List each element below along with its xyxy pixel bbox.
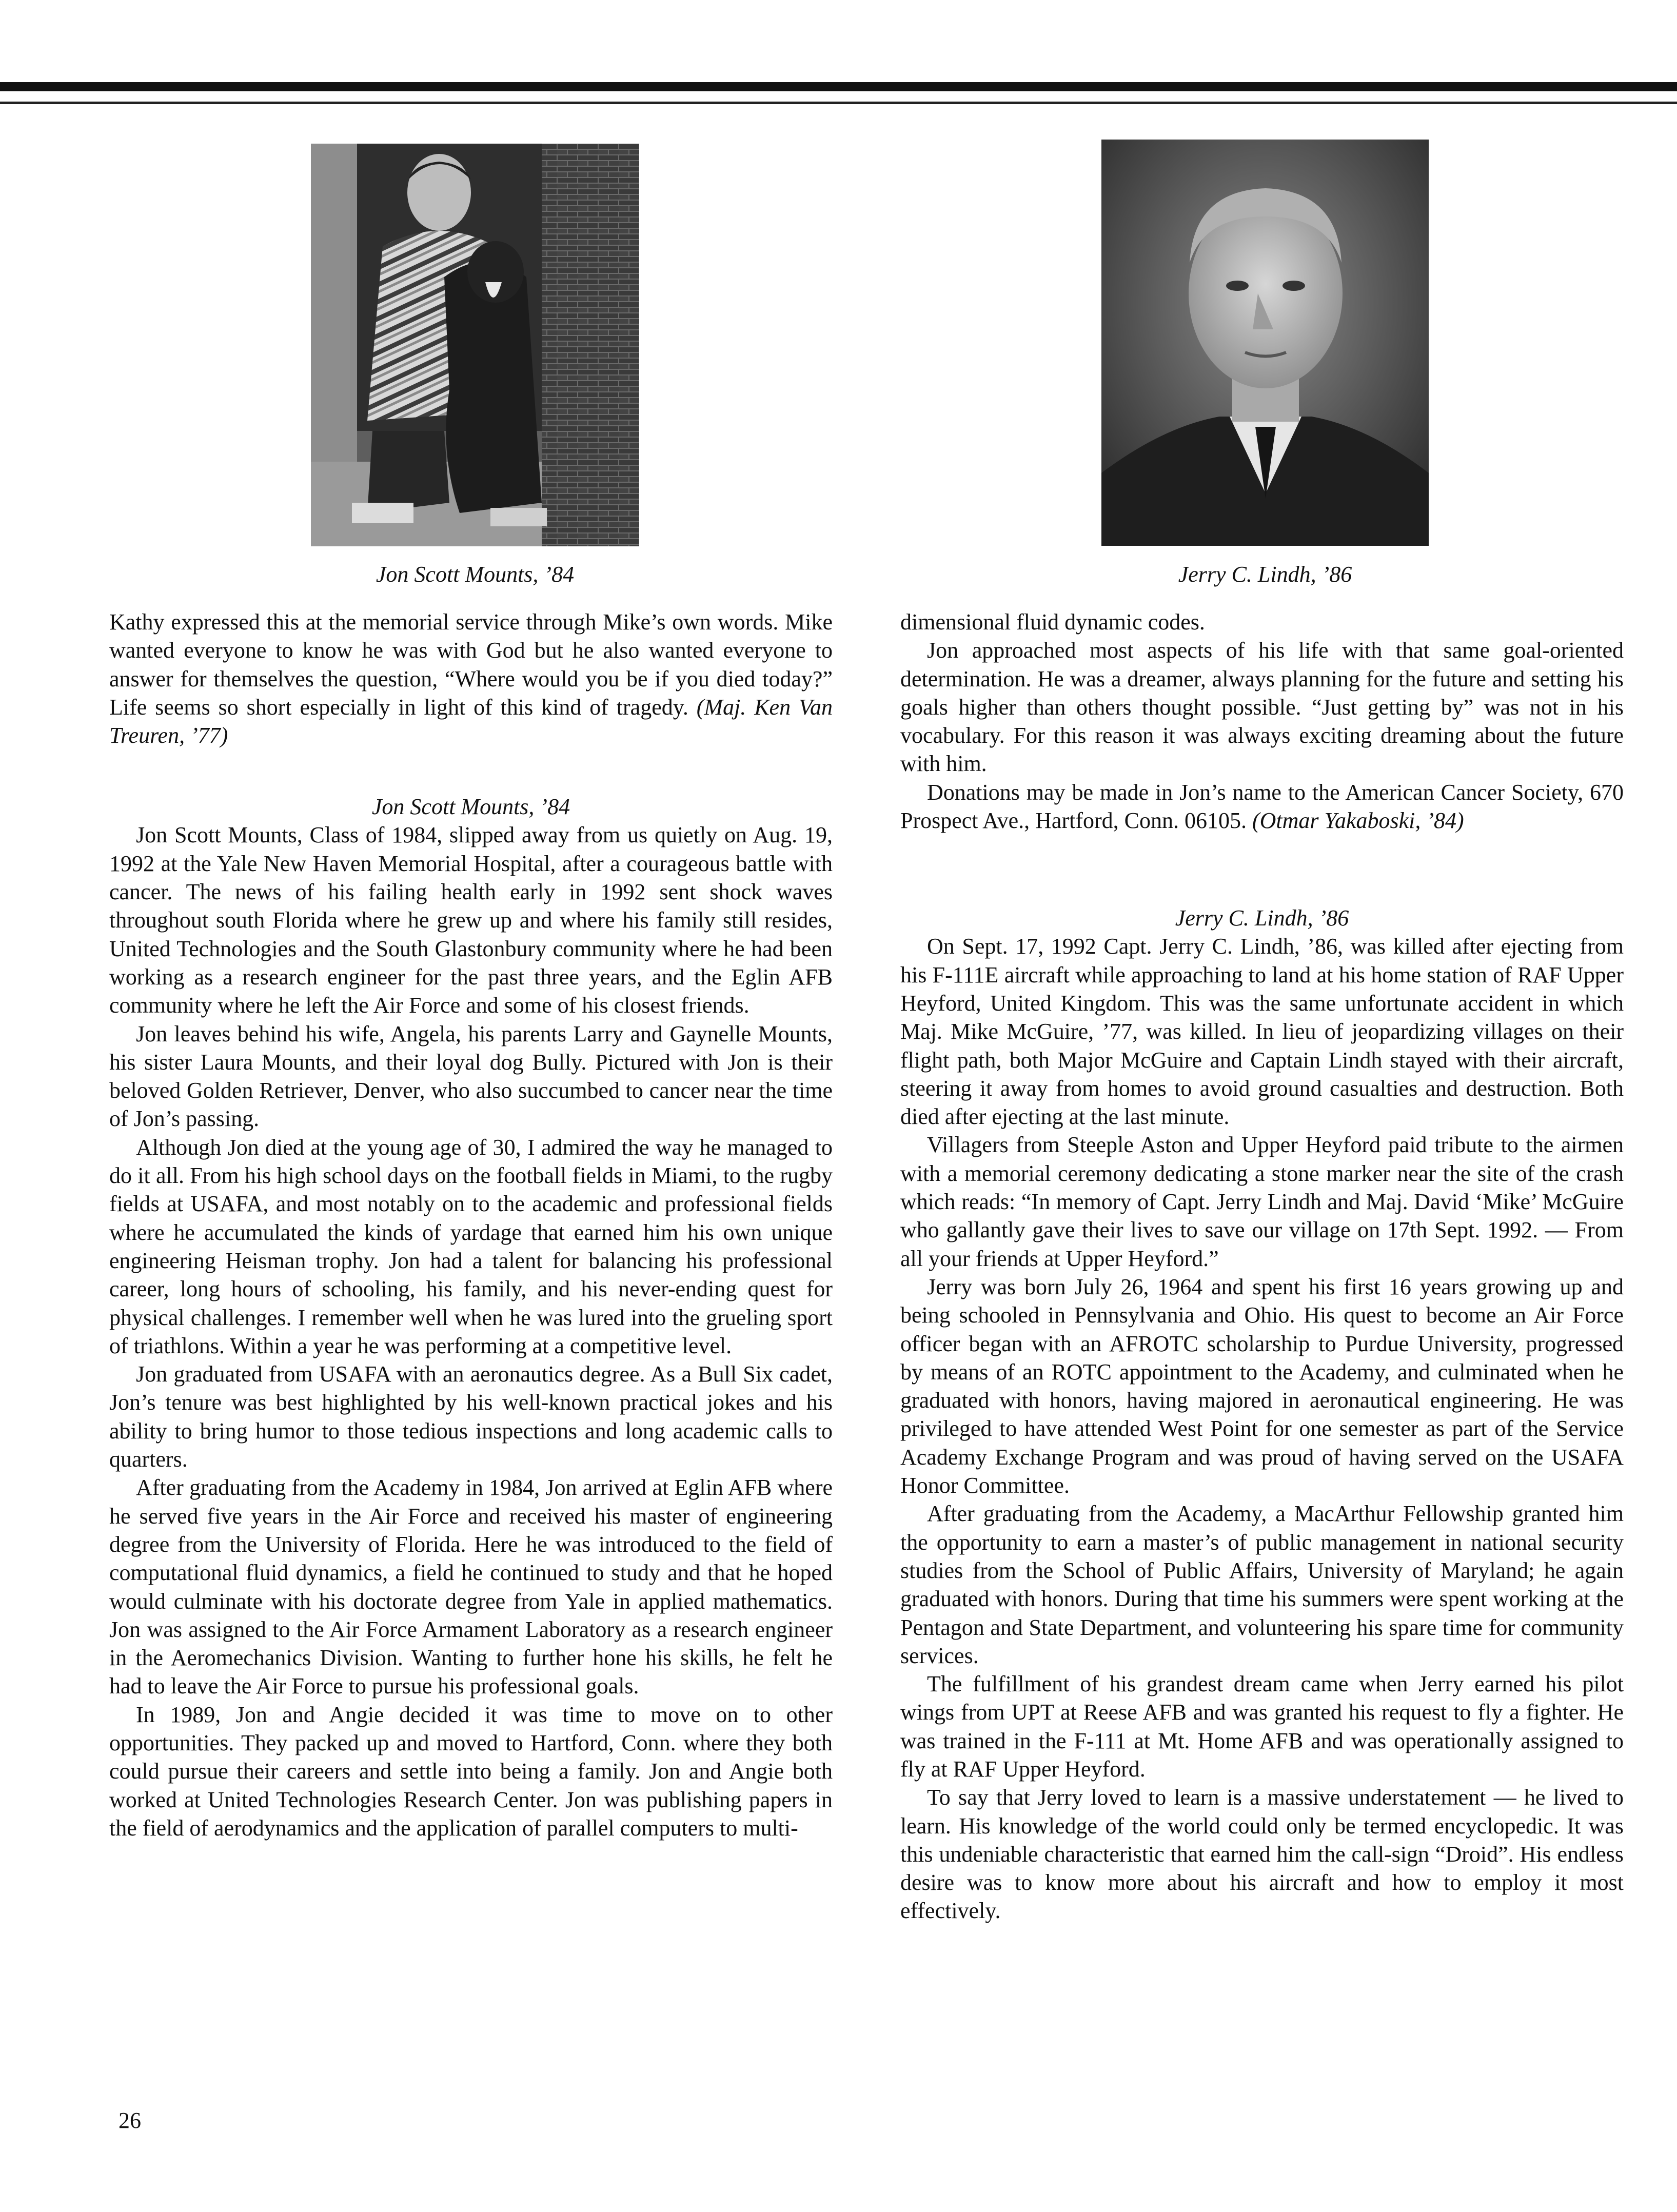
paragraph: To say that Jerry loved to learn is a massive understatement — he lived to learn. His knowledge of the world could only be termed encyclopedic. It was this undeniable characteristic that earned him the call-sign “Droid”. His endless desire was to know more about his aircraft and how to employ it most effectively. (900, 1785, 1624, 1924)
page-number: 26 (119, 2108, 141, 2133)
donation-signature: (Otmar Yakaboski, ’84) (1252, 808, 1464, 834)
paragraph: Although Jon died at the young age of 30, I admired the way he managed to do it all. From his high school days on the football fields in Miami, to the rugby fields at USAFA, and most notably on to the academic and professional fields where he accumulated the kinds of yardage that earned him his own unique engineering Heisman trophy. Jon had a talent for balancing his professional career, long hours of schooling, his family, and his never-ending quest for physical challenges. I remember well when he was lured into the grueling sport of triathlons. Within a year he was performing at a competitive level. (109, 1134, 833, 1358)
intro-paragraph: Kathy expressed this at the memorial service through Mike’s own words. Mike wanted everyone to know he was with God but he also wanted everyone to answer for themselves the question, “Where would you be if you died today?” Life seems so short especially in light of this kind of tragedy. (Maj. Ken Van Treuren, ’77) (109, 609, 833, 748)
paragraph: Jon leaves behind his wife, Angela, his parents Larry and Gaynelle Mounts, his sister Laura Mounts, and their loyal dog Bully. Pictured with Jon is their beloved Golden Retriever, Denver, who also succumbed to cancer near the time of Jon’s passing. (109, 1021, 833, 1132)
paragraph: The fulfillment of his grandest dream came when Jerry earned his pilot wings from UPT at Reese AFB and was granted his request to fly a fighter. He was trained in the F-111 at Mt. Home AFB and was operationally assigned to fly at RAF Upper Heyford. (900, 1671, 1624, 1782)
continuation-line: dimensional fluid dynamic codes. (900, 609, 1205, 635)
photo-jon-scott-mounts (311, 144, 639, 546)
photo-caption-jerry-c-lindh: Jerry C. Lindh, ’86 (1178, 562, 1352, 587)
photo-jerry-c-lindh (1101, 140, 1429, 546)
paragraph: Jon graduated from USAFA with an aeronautics degree. As a Bull Six cadet, Jon’s tenure was best highlighted by his well-known practical jokes and his ability to bring humor to those tedious inspections and long academic calls to quarters. (109, 1361, 833, 1472)
paragraph: On Sept. 17, 1992 Capt. Jerry C. Lindh, ’86, was killed after ejecting from his F-111E aircraft while approaching to land at his home station of RAF Upper Heyford, United Kingdom. This was the same unfortunate accident in which Maj. Mike McGuire, ’77, was killed. In lieu of jeopardizing villages on their flight path, both Major McGuire and Captain Lindh stayed with their aircraft, steering it away from homes to avoid ground casualties and destruction. Both died after ejecting at the last minute. (900, 934, 1624, 1130)
paragraph: Jon approached most aspects of his life with that same goal-oriented determination. He was a dreamer, always planning for the future and setting his goals higher than others thought possible. “Just getting by” was not in his vocabulary. For this reason it was always exciting dreaming about the future with him. (900, 638, 1624, 777)
heading-jerry-c-lindh: Jerry C. Lindh, ’86 (1175, 905, 1349, 931)
left-column (109, 608, 833, 1842)
paragraph: Villagers from Steeple Aston and Upper Heyford paid tribute to the airmen with a memorial ceremony dedicating a stone marker near the site of the crash which reads: “In memory of Capt. Jerry Lindh and Maj. David ‘Mike’ McGuire who gallantly gave their lives to save our village on 17th Sept. 1992. — From all your friends at Upper Heyford.” (900, 1132, 1624, 1271)
donation-paragraph: Donations may be made in Jon’s name to the American Cancer Society, 670 Prospect Ave., Hartford, Conn. 06105. (Otmar Yakaboski, ’84) (900, 779, 1624, 834)
paragraph: After graduating from the Academy in 1984, Jon arrived at Eglin AFB where he served five years in the Air Force and received his master of engineering degree from the University of Florida. Here he was introduced to the field of computational fluid dynamics, a field he continued to study and that he hoped would culminate with his doctorate degree from Yale in applied mathematics. Jon was assigned to the Air Force Armament Laboratory as a research engineer in the Aeromechanics Division. Wanting to further hone his skills, he felt he had to leave the Air Force to pursue his professional goals. (109, 1475, 833, 1699)
paragraph: Jerry was born July 26, 1964 and spent his first 16 years growing up and being schooled in Pennsylvania and Ohio. His quest to become an Air Force officer began with an AFROTC scholarship to Purdue University, progressed by means of an ROTC appointment to the Academy, and culminated when he graduated with honors, having majored in aeronautical engineering. He was privileged to have attended West Point for one semester as part of the Service Academy Exchange Program and was proud of having served on the USAFA Honor Committee. (900, 1274, 1624, 1498)
intro-signature: (Maj. Ken Van Treuren, ’77) (109, 694, 833, 748)
header-rule-thin (0, 102, 1677, 104)
header-rule-thick (0, 82, 1677, 91)
paragraph: After graduating from the Academy, a MacArthur Fellowship granted him the opportunity to earn a master’s of public management in national security studies from the School of Public Affairs, University of Maryland; he again graduated with honors. During that time his summers were spent working at the Pentagon and State Department, and volunteering his spare time for community services. (900, 1501, 1624, 1668)
paragraph: Jon Scott Mounts, Class of 1984, slipped away from us quietly on Aug. 19, 1992 at the Yale New Haven Memorial Hospital, after a courageous battle with cancer. The news of his failing health early in 1992 sent shock waves throughout south Florida where he grew up and where his family still resides, United Technologies and the South Glastonbury community where he had been working as a research engineer for the past three years, and the Eglin AFB community where he left the Air Force and some of his closest friends. (109, 822, 833, 1018)
photo-caption-jon-scott-mounts: Jon Scott Mounts, ’84 (376, 562, 575, 587)
paragraph: In 1989, Jon and Angie decided it was time to move on to other opportunities. They packed up and moved to Hartford, Conn. where they both could pursue their careers and settle into being a family. Jon and Angie both worked at United Technologies Research Center. Jon was publishing papers in the field of aerodynamics and the application of parallel computers to multi- (109, 1702, 833, 1841)
heading-jon-scott-mounts: Jon Scott Mounts, ’84 (371, 794, 570, 820)
right-column (900, 608, 1624, 1925)
